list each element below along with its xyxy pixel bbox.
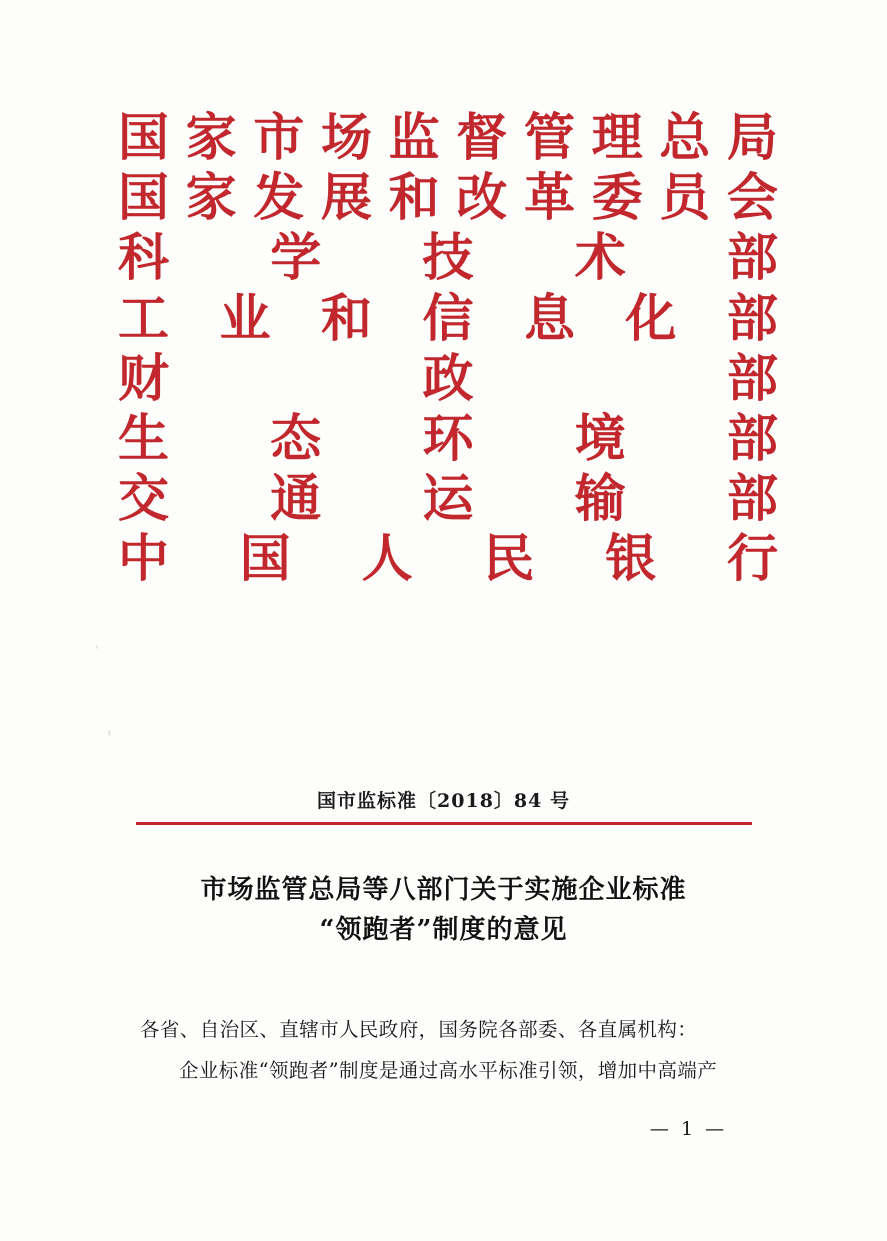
letterhead bbox=[118, 108, 778, 589]
letterhead-line-5 bbox=[118, 349, 778, 409]
letterhead-char: 财 bbox=[118, 348, 170, 409]
letterhead-char: 信 bbox=[422, 288, 474, 349]
letterhead-char: 部 bbox=[726, 228, 778, 289]
letterhead-char: 人 bbox=[361, 529, 413, 590]
letterhead-char: 国 bbox=[239, 529, 291, 590]
letterhead-char: 境 bbox=[574, 408, 626, 469]
letterhead-char: 环 bbox=[422, 408, 474, 469]
letterhead-char: 督 bbox=[456, 108, 508, 168]
letterhead-char: 理 bbox=[591, 108, 643, 168]
letterhead-char: 技 bbox=[422, 228, 474, 289]
letterhead-char: 市 bbox=[253, 108, 305, 168]
letterhead-char: 员 bbox=[659, 168, 711, 229]
letterhead-char: 运 bbox=[422, 469, 474, 530]
letterhead-char: 部 bbox=[726, 348, 778, 409]
letterhead-char: 会 bbox=[726, 168, 778, 229]
letterhead-char: 行 bbox=[726, 529, 778, 590]
letterhead-line-6 bbox=[118, 409, 778, 469]
letterhead-char: 息 bbox=[523, 288, 575, 349]
letterhead-char: 政 bbox=[422, 348, 474, 409]
document-number: 国市监标准〔2018〕84 号 bbox=[317, 790, 570, 812]
title-line-2: “领跑者”制度的意见 bbox=[319, 915, 568, 946]
letterhead-char: 改 bbox=[456, 168, 508, 229]
letterhead-char: 国 bbox=[118, 168, 170, 229]
letterhead-char: 革 bbox=[523, 168, 575, 229]
scan-speckle bbox=[96, 645, 98, 649]
letterhead-char: 监 bbox=[388, 108, 440, 168]
letterhead-char: 家 bbox=[185, 168, 237, 229]
letterhead-char: 国 bbox=[118, 108, 170, 168]
scan-speckle bbox=[108, 730, 111, 736]
letterhead-line-8 bbox=[118, 529, 778, 589]
letterhead-char: 态 bbox=[270, 408, 322, 469]
letterhead-char: 部 bbox=[726, 469, 778, 530]
letterhead-char: 银 bbox=[605, 529, 657, 590]
letterhead-char: 工 bbox=[118, 288, 170, 349]
letterhead-char: 展 bbox=[320, 168, 372, 229]
body-paragraph-1: 企业标准“领跑者”制度是通过高水平标准引领，增加中高端产 bbox=[179, 1058, 718, 1082]
letterhead-char: 和 bbox=[388, 168, 440, 229]
letterhead-line-2 bbox=[118, 168, 778, 228]
letterhead-char: 局 bbox=[726, 108, 778, 168]
letterhead-char: 场 bbox=[320, 108, 372, 168]
salutation: 各省、自治区、直辖市人民政府，国务院各部委、各直属机构： bbox=[140, 1018, 698, 1041]
letterhead-char: 化 bbox=[625, 288, 677, 349]
letterhead-char: 总 bbox=[659, 108, 711, 168]
page-number: — 1 — bbox=[649, 1118, 728, 1140]
red-divider-rule bbox=[136, 822, 752, 825]
title-line-1: 市场监管总局等八部门关于实施企业标准 bbox=[200, 875, 687, 905]
letterhead-char: 生 bbox=[118, 408, 170, 469]
letterhead-char: 通 bbox=[270, 469, 322, 530]
letterhead-line-3 bbox=[118, 228, 778, 288]
letterhead-char: 管 bbox=[523, 108, 575, 168]
letterhead-char: 部 bbox=[726, 408, 778, 469]
letterhead-line-7 bbox=[118, 469, 778, 529]
letterhead-line-1 bbox=[118, 108, 778, 168]
letterhead-char: 术 bbox=[574, 228, 626, 289]
letterhead-char: 中 bbox=[118, 529, 170, 590]
letterhead-char: 民 bbox=[483, 529, 535, 590]
document-title bbox=[0, 870, 887, 951]
letterhead-char: 科 bbox=[118, 228, 170, 289]
letterhead-char: 交 bbox=[118, 469, 170, 530]
letterhead-char: 委 bbox=[591, 168, 643, 229]
letterhead-char: 学 bbox=[270, 228, 322, 289]
letterhead-char: 发 bbox=[253, 168, 305, 229]
letterhead-char: 和 bbox=[320, 288, 372, 349]
letterhead-char: 输 bbox=[574, 469, 626, 530]
letterhead-char: 部 bbox=[726, 288, 778, 349]
letterhead-char: 家 bbox=[185, 108, 237, 168]
letterhead-char: 业 bbox=[219, 288, 271, 349]
letterhead-line-4 bbox=[118, 289, 778, 349]
document-body bbox=[140, 1010, 750, 1092]
